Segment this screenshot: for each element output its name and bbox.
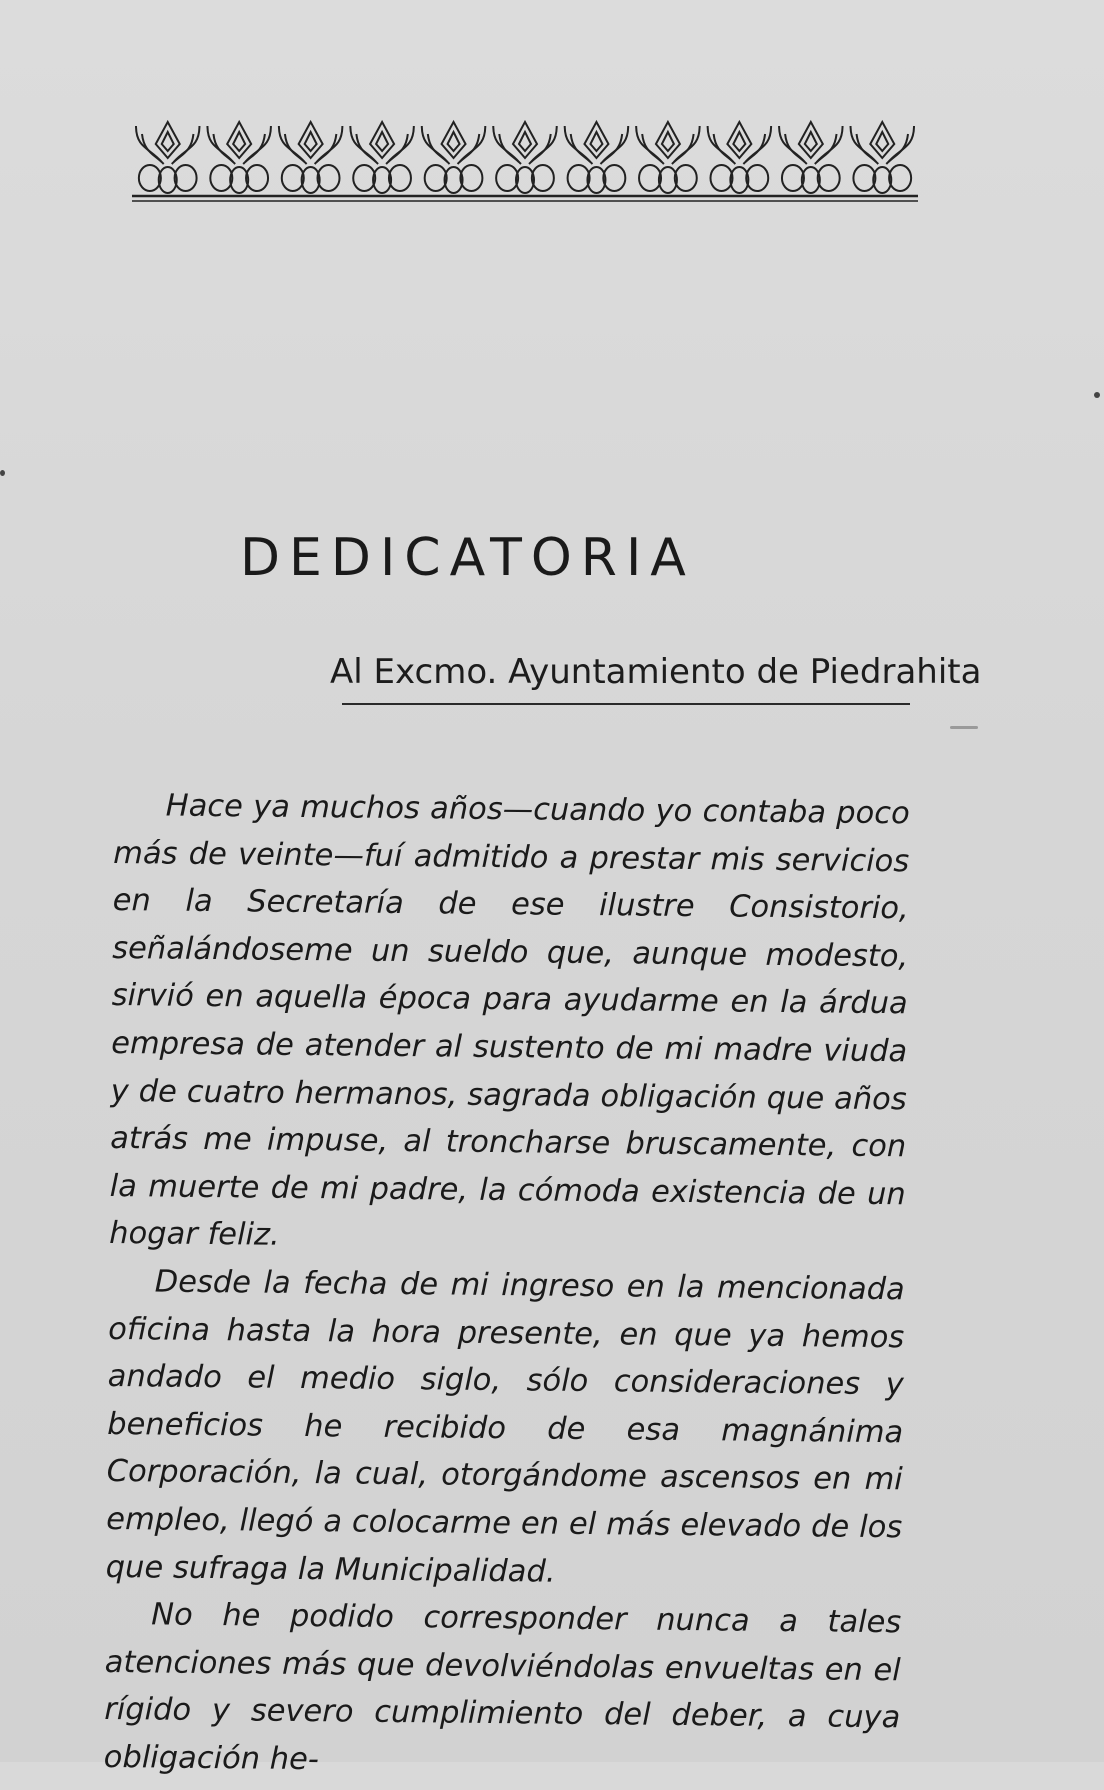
lotus-motif (350, 122, 413, 193)
lotus-border-ornament-icon (132, 118, 918, 210)
lotus-motif (565, 122, 628, 193)
dedication-recipient: Al Excmo. Ayuntamiento de Piedrahita (330, 652, 982, 692)
paragraph: Desde la fecha de mi ingreso en la mencionada oficina hasta la hora presente, en que ya hemos andado el medio siglo, sólo consideraciones y beneficios he recibido de esa magnánima Corporación, la cual, otorgándome ascensos en mi empleo, llegó a colocarme en el más elevado de los que sufraga la Municipalidad. (105, 1264, 905, 1590)
paragraph: No he podido corresponder nunca a tales atenciones más que devolviéndolas envueltas en el rígido y severo cumplimiento del deber, a cuya obligación he- (103, 1597, 902, 1778)
paper-speck (0, 470, 5, 476)
lotus-motif (493, 122, 556, 193)
lotus-motif (136, 122, 199, 193)
lotus-motif (422, 122, 485, 193)
divider (342, 703, 910, 705)
page-title: DEDICATORIA (240, 528, 695, 588)
lotus-motif (851, 122, 914, 193)
lotus-motif (708, 122, 771, 193)
lotus-motif (779, 122, 842, 193)
lotus-motif (279, 122, 342, 193)
lotus-motif (207, 122, 270, 193)
paper-speck (950, 726, 978, 729)
paragraph: Hace ya muchos años—cuando yo contaba poco más de veinte—fuí admitido a prestar mis servicios en la Secretaría de ese ilustre Consistorio, señalándoseme un sueldo que, aunque modesto, sirvió en aquella época para ayudarme en la árdua empresa de atender al sustento de mi madre viuda y de cuatro hermanos, sagrada obligación que años atrás me impuse, al troncharse bruscamente, con la muerte de mi padre, la cómoda existencia de un hogar feliz. (109, 788, 910, 1254)
lotus-motif (636, 122, 699, 193)
paper-speck (1094, 392, 1100, 398)
body-text (104, 782, 910, 1790)
